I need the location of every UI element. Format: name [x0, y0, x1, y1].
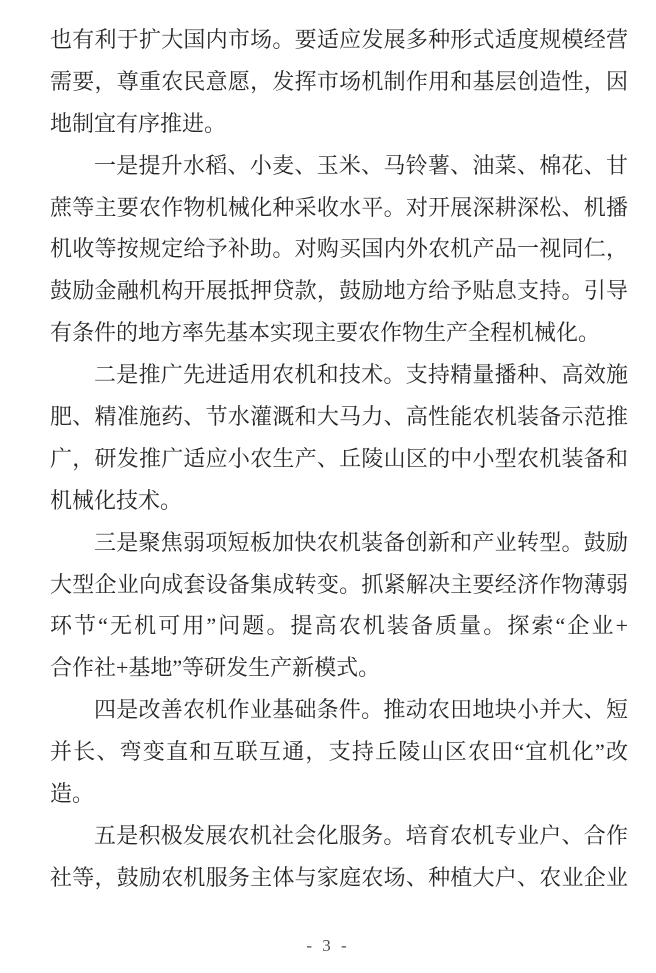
text-line: 广，研发推广适应小农生产、丘陵山区的中小型农机装备和 — [50, 445, 628, 471]
text-line: 合作社+基地”等研发生产新模式。 — [50, 655, 381, 681]
page-number: - 3 - — [306, 936, 350, 955]
paragraph — [50, 815, 628, 899]
paragraph — [50, 19, 628, 145]
text-line: 有条件的地方率先基本实现主要农作物生产全程机械化。 — [50, 320, 601, 346]
text-line: 二是推广先进适用农机和技术。支持精量播种、高效施 — [94, 362, 628, 388]
text-line: 机械化技术。 — [50, 487, 183, 513]
text-line: 鼓励金融机构开展抵押贷款，鼓励地方给予贴息支持。引导 — [50, 278, 628, 304]
text-line: 五是积极发展农机社会化服务。培育农机专业户、合作 — [94, 822, 628, 848]
paragraph — [50, 145, 628, 354]
text-line: 机收等按规定给予补助。对购买国内外农机产品一视同仁， — [50, 236, 628, 262]
text-line: 并长、弯变直和互联互通，支持丘陵山区农田“宜机化”改 — [50, 739, 628, 765]
text-line: 一是提升水稻、小麦、玉米、马铃薯、油菜、棉花、甘 — [94, 152, 628, 178]
text-line: 蔗等主要农作物机械化种采收水平。对开展深耕深松、机播 — [50, 194, 628, 220]
text-line: 三是聚焦弱项短板加快农机装备创新和产业转型。鼓励 — [94, 529, 628, 555]
text-line: 肥、精准施药、节水灌溉和大马力、高性能农机装备示范推 — [50, 404, 628, 430]
text-line: 造。 — [50, 781, 95, 807]
page-footer — [0, 934, 656, 958]
body-text — [50, 19, 628, 899]
paragraph — [50, 354, 628, 522]
text-line: 大型企业向成套设备集成转变。抓紧解决主要经济作物薄弱 — [50, 571, 628, 597]
paragraph — [50, 689, 628, 815]
text-line: 需要，尊重农民意愿，发挥市场机制作用和基层创造性，因 — [50, 68, 628, 94]
text-line: 四是改善农机作业基础条件。推动农田地块小并大、短 — [94, 697, 628, 723]
paragraph — [50, 522, 628, 690]
text-line: 环节“无机可用”问题。提高农机装备质量。探索“企业+ — [50, 613, 628, 639]
text-line: 社等，鼓励农机服务主体与家庭农场、种植大户、农业企业 — [50, 864, 628, 890]
text-line: 也有利于扩大国内市场。要适应发展多种形式适度规模经营 — [50, 27, 628, 52]
text-line: 地制宜有序推进。 — [50, 110, 227, 136]
